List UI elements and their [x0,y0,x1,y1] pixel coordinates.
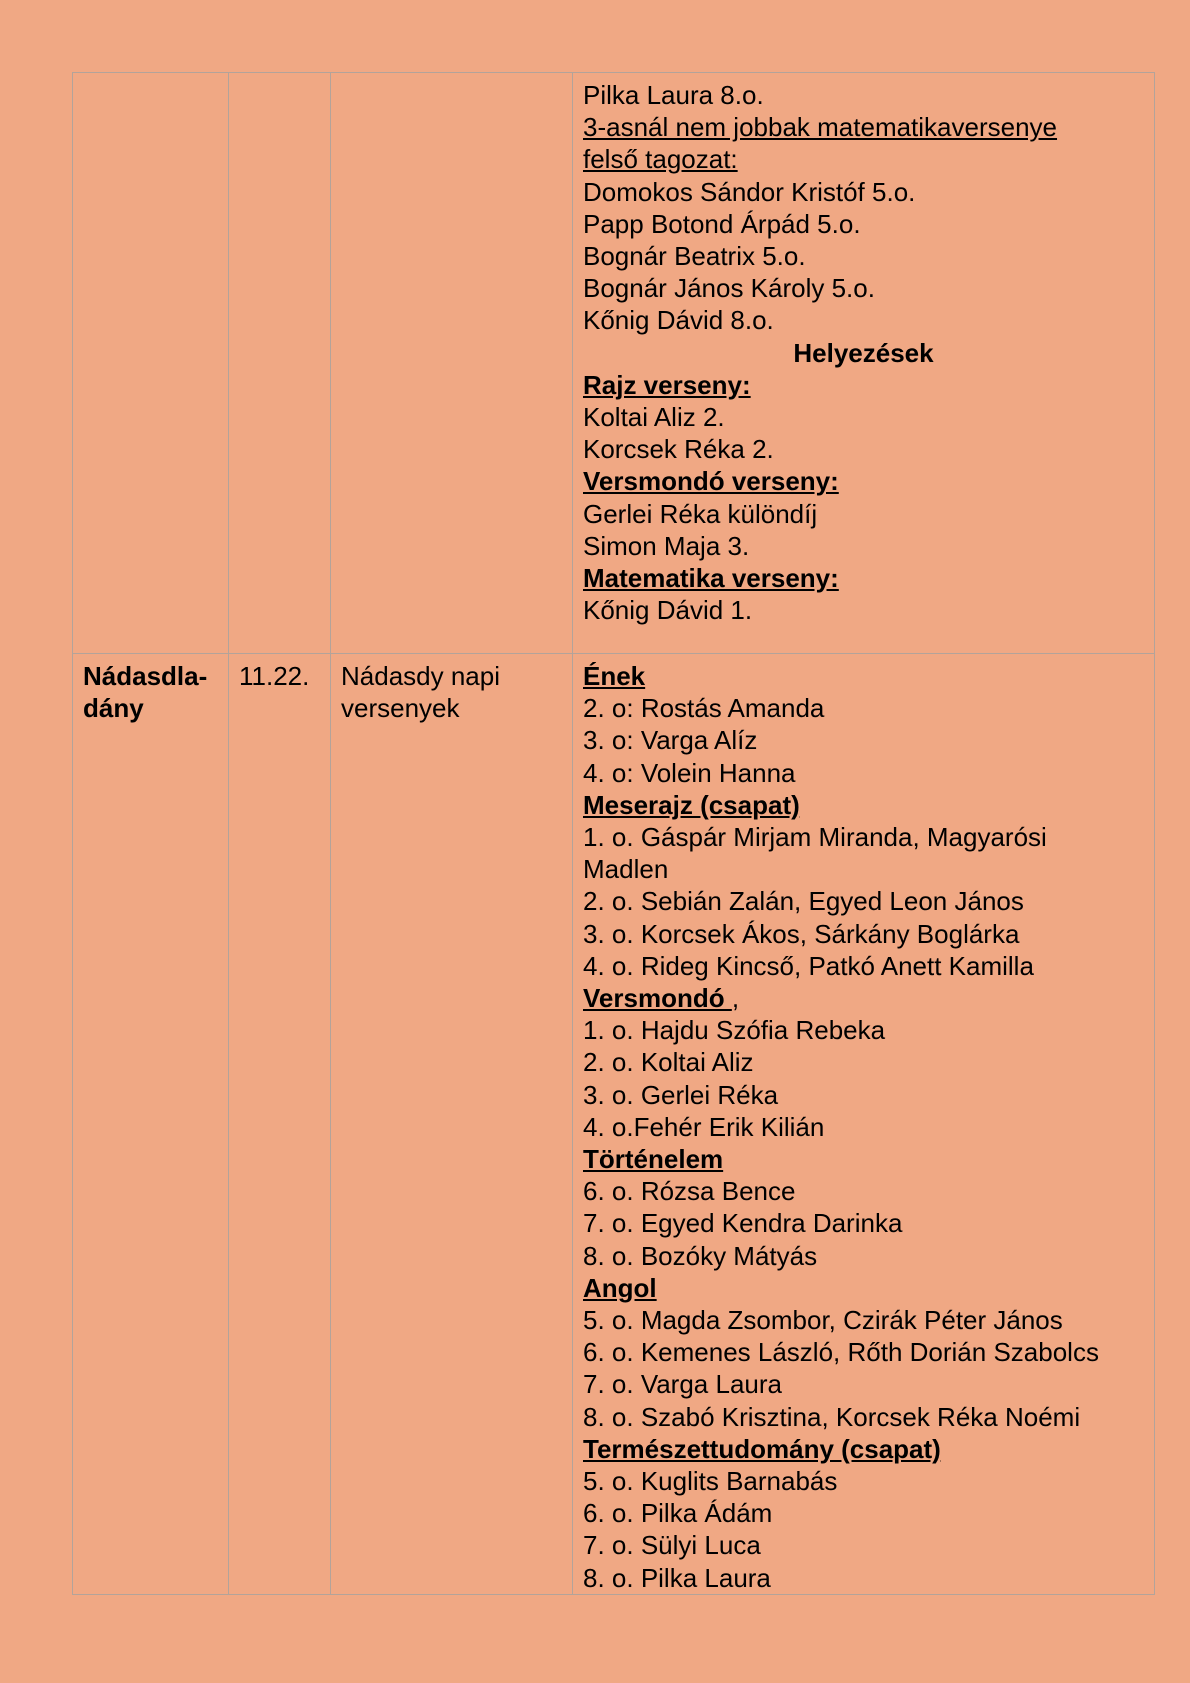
event-text: Nádasdy napi [341,661,500,691]
section-heading: Történelem [583,1144,724,1175]
result-line: Domokos Sándor Kristóf 5.o. [583,176,916,207]
location-text: dány [83,693,144,724]
section-heading: Meserajz (csapat) [583,789,800,820]
result-line: 7. o. Varga Laura [583,1369,782,1400]
section-heading: Versmondó verseny: [583,466,839,497]
section-heading: Matematika verseny: [583,563,839,594]
result-line: Gerlei Réka különdíj [583,498,818,529]
result-line: 8. o. Bozóky Mátyás [583,1240,818,1271]
result-line: 5. o. Magda Zsombor, Czirák Péter János [583,1305,1063,1336]
location-text: Nádasdla- [83,661,208,691]
event-cell [331,73,573,654]
results-cell [573,654,1155,1595]
date-cell [229,73,331,654]
result-line: 3. o. Gerlei Réka [583,1079,779,1110]
section-heading: Angol [583,1272,657,1303]
placements-heading: Helyezések [793,337,934,368]
result-line: 3. o. Korcsek Ákos, Sárkány Boglárka [583,918,1020,949]
section-heading: Természettudomány (csapat) [583,1433,941,1464]
date-text: 11.22. [239,661,310,691]
result-line: Pilka Laura 8.o. [583,80,764,110]
date-cell [229,654,331,1595]
result-line: Simon Maja 3. [583,530,750,561]
competition-table [72,72,1155,1595]
table-row [73,654,1155,1595]
result-line: 1. o. Hajdu Szófia Rebeka [583,1015,886,1046]
result-line: 4. o: Volein Hanna [583,757,796,788]
section-heading: Versmondó [583,983,732,1014]
result-line: Madlen [583,854,669,885]
result-line: Korcsek Réka 2. [583,434,774,465]
location-cell [73,73,229,654]
result-line: 1. o. Gáspár Mirjam Miranda, Magyarósi [583,822,1047,853]
location-cell [73,654,229,1595]
result-line: Papp Botond Árpád 5.o. [583,208,861,239]
section-heading: Ének [583,661,646,691]
result-line: 7. o. Sülyi Luca [583,1530,761,1561]
table-row [73,73,1155,654]
result-line: Bognár János Károly 5.o. [583,273,875,304]
results-cell [573,73,1155,654]
result-line: 2. o. Sebián Zalán, Egyed Leon János [583,886,1024,917]
section-heading-line [583,982,1144,1014]
result-line: 4. o. Rideg Kincső, Patkó Anett Kamilla [583,950,1034,981]
result-line: 8. o. Szabó Krisztina, Korcsek Réka Noémi [583,1401,1081,1432]
section-heading: felső tagozat: [583,144,738,175]
result-line: 2. o. Koltai Aliz [583,1047,754,1078]
result-line: 6. o. Rózsa Bence [583,1176,796,1207]
result-line: 6. o. Kemenes László, Rőth Dorián Szabolcs [583,1337,1099,1368]
result-line: 7. o. Egyed Kendra Darinka [583,1208,903,1239]
result-line: 6. o. Pilka Ádám [583,1498,773,1529]
result-line: 3. o: Varga Alíz [583,725,758,756]
result-line: 8. o. Pilka Laura [583,1562,771,1593]
result-line: Bognár Beatrix 5.o. [583,241,806,272]
result-line: Kőnig Dávid 1. [583,595,753,626]
result-line: Kőnig Dávid 8.o. [583,305,774,336]
section-heading: 3-asnál nem jobbak matematikaversenye [583,112,1058,143]
result-line: Koltai Aliz 2. [583,402,725,433]
event-cell [331,654,573,1595]
heading-punctuation: , [731,983,740,1014]
event-text: versenyek [341,693,460,724]
result-line: 2. o: Rostás Amanda [583,693,825,724]
section-heading: Rajz verseny: [583,369,751,400]
result-line: 4. o.Fehér Erik Kilián [583,1111,825,1142]
result-line: 5. o. Kuglits Barnabás [583,1466,838,1497]
